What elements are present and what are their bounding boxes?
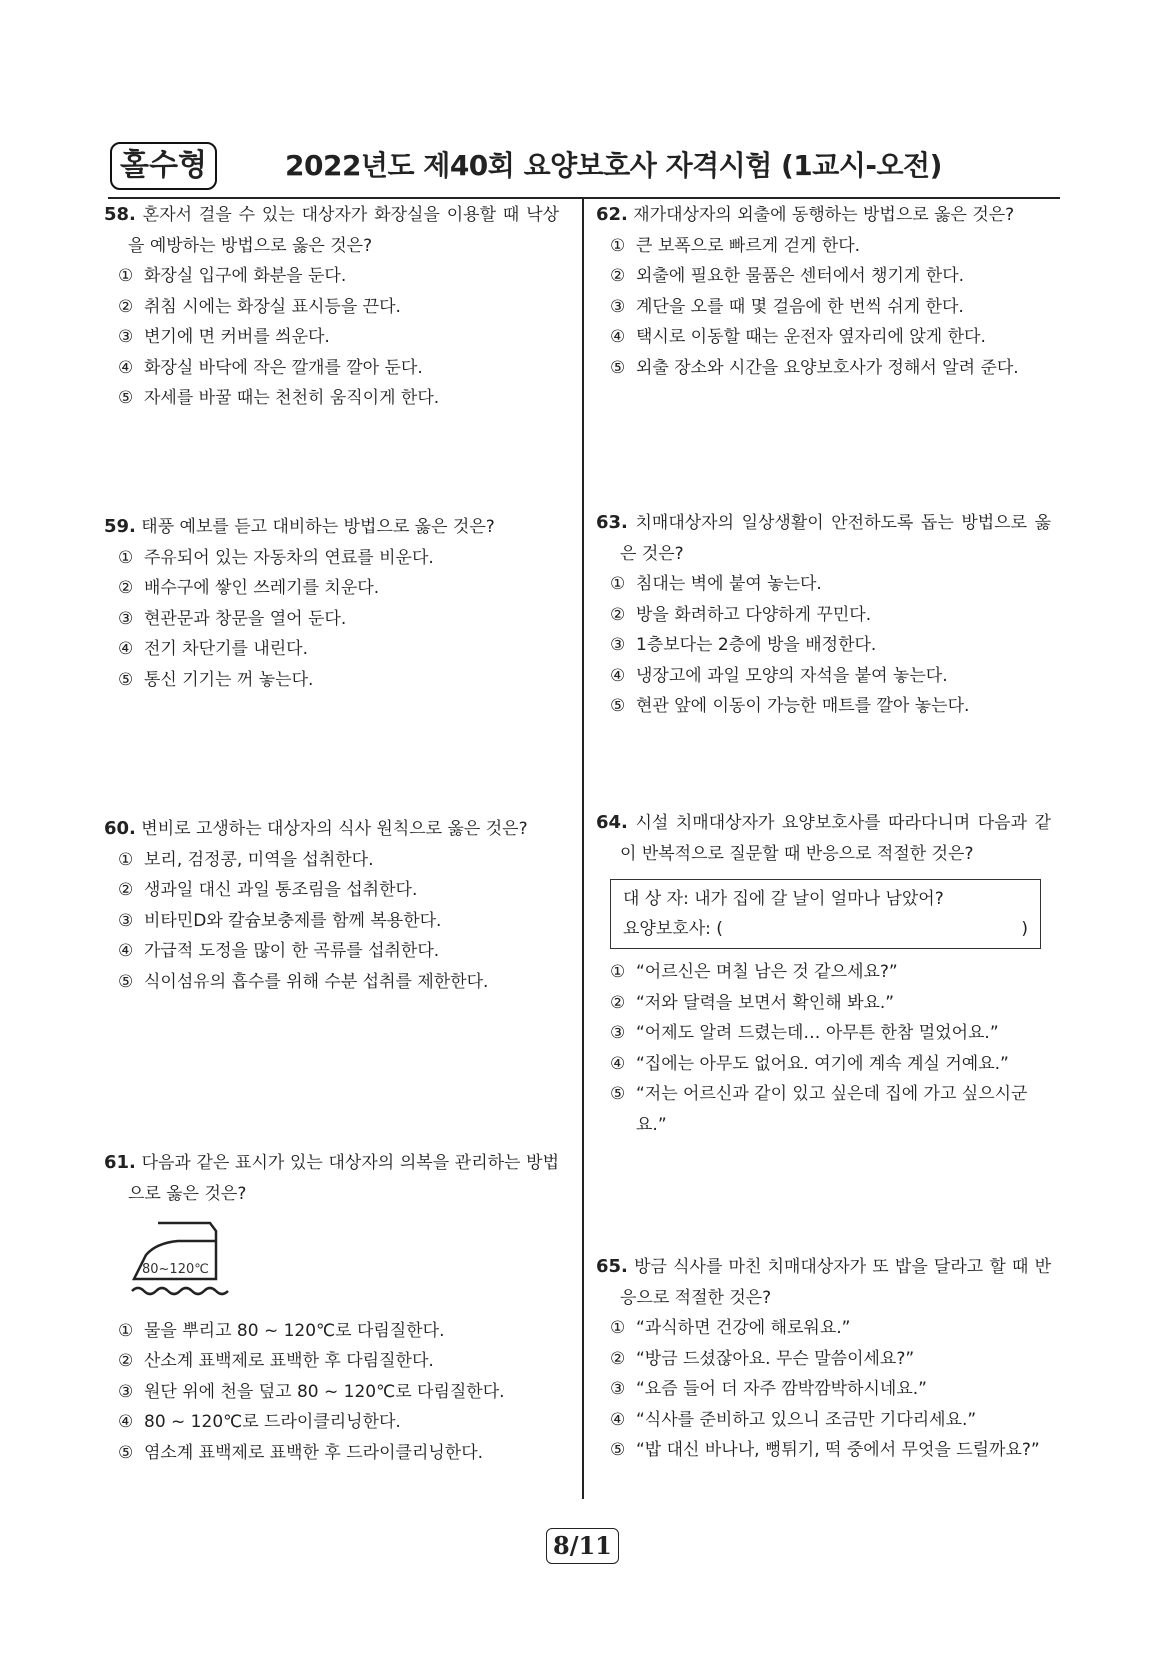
option-text: “집에는 아무도 없어요. 여기에 계속 계실 거예요.” xyxy=(636,1053,1009,1074)
option-marker: ④ xyxy=(118,639,134,659)
ironing-symbol-icon xyxy=(128,1219,559,1312)
question-number: 58. xyxy=(104,204,136,225)
question-text: 태풍 예보를 듣고 대비하는 방법으로 옳은 것은? xyxy=(141,517,495,537)
answer-option xyxy=(596,957,1051,988)
option-marker: ⑤ xyxy=(118,388,134,408)
question-61 xyxy=(104,1148,559,1468)
option-text: 외출에 필요한 물품은 센터에서 챙기게 한다. xyxy=(636,266,965,286)
option-text: 자세를 바꿀 때는 천천히 움직이게 한다. xyxy=(144,388,440,408)
answer-option xyxy=(596,1079,1051,1140)
question-stem xyxy=(596,1252,1051,1313)
option-text: 80 ~ 120℃로 드라이클리닝한다. xyxy=(144,1412,401,1432)
answer-option xyxy=(104,604,559,635)
option-text: 식이섬유의 흡수를 위해 수분 섭취를 제한한다. xyxy=(144,971,489,992)
answer-option xyxy=(104,1346,559,1377)
option-marker: ④ xyxy=(610,327,626,347)
option-marker: ③ xyxy=(118,910,134,931)
option-marker: ① xyxy=(118,547,134,568)
question-text: 치매대상자의 일상생활이 안전하도록 돕는 방법으로 옳은 것은? xyxy=(620,513,1052,564)
option-text: 배수구에 쌓인 쓰레기를 치운다. xyxy=(144,578,380,598)
option-text: 원단 위에 천을 덮고 80 ~ 120℃로 다림질한다. xyxy=(144,1381,505,1402)
option-marker: ③ xyxy=(610,1379,626,1399)
exam-type-badge: 홀수형 xyxy=(110,142,217,190)
answer-option xyxy=(104,292,559,323)
option-marker: ④ xyxy=(118,941,134,961)
answer-option xyxy=(596,630,1051,661)
option-text: 주유되어 있는 자동차의 연료를 비운다. xyxy=(144,547,434,568)
answer-option xyxy=(104,634,559,665)
option-marker: ⑤ xyxy=(118,669,134,690)
option-marker: ③ xyxy=(118,608,134,629)
option-text: “식사를 준비하고 있으니 조금만 기다리세요.” xyxy=(636,1409,977,1430)
option-marker: ③ xyxy=(610,635,626,655)
option-marker: ④ xyxy=(118,357,134,378)
answer-option xyxy=(104,1316,559,1347)
option-marker: ③ xyxy=(610,1023,626,1043)
option-marker: ⑤ xyxy=(118,1442,134,1463)
question-stem xyxy=(104,814,559,845)
option-text: 산소계 표백제로 표백한 후 다림질한다. xyxy=(144,1351,434,1371)
dialogue-box xyxy=(610,879,1041,949)
question-text: 시설 치매대상자가 요양보호사를 따라다니며 다음과 같이 반복적으로 질문할 때 반응으로 적절한 것은? xyxy=(620,813,1052,864)
answer-option xyxy=(596,661,1051,692)
option-text: “저와 달력을 보면서 확인해 봐요.” xyxy=(636,992,895,1013)
option-marker: ④ xyxy=(610,1053,626,1074)
answer-option xyxy=(596,231,1051,262)
question-number: 60. xyxy=(104,818,136,839)
answer-option xyxy=(104,261,559,292)
question-text: 다음과 같은 표시가 있는 대상자의 의복을 관리하는 방법으로 옳은 것은? xyxy=(128,1153,559,1204)
header-divider xyxy=(108,197,1060,199)
ironing-temperature-label: 80~120℃ xyxy=(142,1262,209,1277)
option-marker: ② xyxy=(118,1351,134,1371)
option-marker: ⑤ xyxy=(118,971,134,992)
option-text: 가급적 도정을 많이 한 곡류를 섭취한다. xyxy=(144,941,440,961)
answer-option xyxy=(104,1438,559,1469)
dialogue-line: 대 상 자: 내가 집에 갈 날이 얼마나 남았어? xyxy=(623,889,944,909)
answer-option xyxy=(596,1049,1051,1080)
option-marker: ① xyxy=(610,235,626,256)
answer-option xyxy=(596,353,1051,384)
option-marker: ② xyxy=(610,266,626,286)
question-65 xyxy=(596,1252,1051,1466)
question-stem xyxy=(104,200,559,261)
option-marker: ⑤ xyxy=(610,357,626,378)
option-text: “방금 드셨잖아요. 무슨 말씀이세요?” xyxy=(636,1348,915,1369)
answer-option xyxy=(596,1018,1051,1049)
option-text: 전기 차단기를 내린다. xyxy=(144,639,309,659)
option-text: 물을 뿌리고 80 ~ 120℃로 다림질한다. xyxy=(144,1320,445,1341)
option-marker: ① xyxy=(118,266,134,286)
answer-option xyxy=(596,292,1051,323)
option-text: 화장실 입구에 화분을 둔다. xyxy=(144,266,347,286)
answer-option xyxy=(104,967,559,998)
page-title: 2022년도 제40회 요양보호사 자격시험 (1교시-오전) xyxy=(285,149,942,182)
option-text: 냉장고에 과일 모양의 자석을 붙여 놓는다. xyxy=(636,665,948,686)
option-text: “요즘 들어 더 자주 깜박깜박하시네요.” xyxy=(636,1379,927,1399)
question-number: 61. xyxy=(104,1152,136,1173)
option-text: 현관문과 창문을 열어 둔다. xyxy=(144,608,347,629)
option-marker: ⑤ xyxy=(610,1440,626,1460)
option-text: “저는 어르신과 같이 있고 싶은데 집에 가고 싶으시군요.” xyxy=(636,1084,1028,1135)
question-number: 62. xyxy=(596,204,628,225)
answer-option xyxy=(104,1407,559,1438)
answer-option xyxy=(596,1344,1051,1375)
question-stem xyxy=(104,512,559,543)
option-marker: ④ xyxy=(610,665,626,686)
answer-option xyxy=(596,569,1051,600)
option-text: 비타민D와 칼슘보충제를 함께 복용한다. xyxy=(144,910,442,931)
answer-option xyxy=(104,322,559,353)
answer-option xyxy=(104,383,559,414)
dialogue-line xyxy=(623,914,1028,944)
option-marker: ① xyxy=(118,849,134,870)
answer-option xyxy=(596,1435,1051,1466)
answer-option xyxy=(596,261,1051,292)
option-marker: ② xyxy=(118,296,134,317)
question-text: 재가대상자의 외출에 동행하는 방법으로 옳은 것은? xyxy=(633,205,1015,225)
option-marker: ② xyxy=(610,604,626,625)
question-text: 변비로 고생하는 대상자의 식사 원칙으로 옳은 것은? xyxy=(141,819,528,839)
answer-option xyxy=(104,1377,559,1408)
dialogue-blank-close: ) xyxy=(1021,919,1028,939)
column-divider xyxy=(582,199,584,1499)
answer-option xyxy=(104,875,559,906)
option-marker: ① xyxy=(610,962,626,982)
question-number: 63. xyxy=(596,512,628,533)
answer-option xyxy=(104,936,559,967)
option-text: 1층보다는 2층에 방을 배정한다. xyxy=(636,635,877,655)
option-marker: ⑤ xyxy=(610,1084,626,1104)
answer-option xyxy=(104,543,559,574)
option-text: 택시로 이동할 때는 운전자 옆자리에 앉게 한다. xyxy=(636,327,986,347)
option-marker: ② xyxy=(610,1348,626,1369)
answer-option xyxy=(104,573,559,604)
option-text: “과식하면 건강에 해로워요.” xyxy=(636,1318,851,1338)
answer-option xyxy=(104,353,559,384)
question-58 xyxy=(104,200,559,414)
option-text: 침대는 벽에 붙여 놓는다. xyxy=(636,574,822,594)
option-text: 통신 기기는 꺼 놓는다. xyxy=(144,669,314,690)
answer-option xyxy=(104,906,559,937)
option-text: 보리, 검정콩, 미역을 섭취한다. xyxy=(144,849,374,870)
page-number: 8/11 xyxy=(546,1528,619,1564)
question-number: 59. xyxy=(104,516,136,537)
question-stem xyxy=(104,1148,559,1209)
option-text: 변기에 면 커버를 씌운다. xyxy=(144,327,330,347)
answer-option xyxy=(596,322,1051,353)
question-63 xyxy=(596,508,1051,722)
option-text: “밥 대신 바나나, 뻥튀기, 떡 중에서 무엇을 드릴까요?” xyxy=(636,1440,1040,1460)
question-stem xyxy=(596,508,1051,569)
answer-option xyxy=(104,665,559,696)
dialogue-speaker: 요양보호사: ( xyxy=(623,919,723,939)
option-marker: ② xyxy=(118,578,134,598)
option-marker: ④ xyxy=(610,1409,626,1430)
option-marker: ③ xyxy=(610,296,626,317)
option-marker: ⑤ xyxy=(610,696,626,716)
question-59 xyxy=(104,512,559,695)
question-60 xyxy=(104,814,559,997)
option-text: 계단을 오를 때 몇 걸음에 한 번씩 쉬게 한다. xyxy=(636,296,964,317)
answer-option xyxy=(596,988,1051,1019)
option-text: “어르신은 며칠 남은 것 같으세요?” xyxy=(636,962,898,982)
question-text: 혼자서 걸을 수 있는 대상자가 화장실을 이용할 때 낙상을 예방하는 방법으로 옳은 것은? xyxy=(128,205,560,256)
answer-option xyxy=(104,845,559,876)
question-number: 65. xyxy=(596,1256,628,1277)
question-stem xyxy=(596,200,1051,231)
answer-option xyxy=(596,691,1051,722)
option-text: 화장실 바닥에 작은 깔개를 깔아 둔다. xyxy=(144,357,423,378)
option-text: 큰 보폭으로 빠르게 걷게 한다. xyxy=(636,235,861,256)
option-text: 외출 장소와 시간을 요양보호사가 정해서 알려 준다. xyxy=(636,357,1019,378)
option-text: 생과일 대신 과일 통조림을 섭취한다. xyxy=(144,880,418,900)
question-number: 64. xyxy=(596,812,628,833)
question-62 xyxy=(596,200,1051,383)
option-text: 염소계 표백제로 표백한 후 드라이클리닝한다. xyxy=(144,1442,484,1463)
question-64 xyxy=(596,808,1051,1140)
option-marker: ③ xyxy=(118,1381,134,1402)
option-marker: ① xyxy=(610,574,626,594)
option-text: 취침 시에는 화장실 표시등을 끈다. xyxy=(144,296,401,317)
answer-option xyxy=(596,1405,1051,1436)
option-text: 현관 앞에 이동이 가능한 매트를 깔아 놓는다. xyxy=(636,696,970,716)
answer-option xyxy=(596,600,1051,631)
option-marker: ① xyxy=(610,1318,626,1338)
option-text: 방을 화려하고 다양하게 꾸민다. xyxy=(636,604,872,625)
answer-option xyxy=(596,1374,1051,1405)
option-marker: ② xyxy=(610,992,626,1013)
option-marker: ④ xyxy=(118,1412,134,1432)
question-stem xyxy=(596,808,1051,869)
question-text: 방금 식사를 마친 치매대상자가 또 밥을 달라고 할 때 반응으로 적절한 것은? xyxy=(620,1257,1051,1308)
option-marker: ② xyxy=(118,880,134,900)
answer-option xyxy=(596,1313,1051,1344)
option-text: “어제도 알려 드렸는데… 아무튼 한참 멀었어요.” xyxy=(636,1023,999,1043)
option-marker: ① xyxy=(118,1320,134,1341)
option-marker: ③ xyxy=(118,327,134,347)
